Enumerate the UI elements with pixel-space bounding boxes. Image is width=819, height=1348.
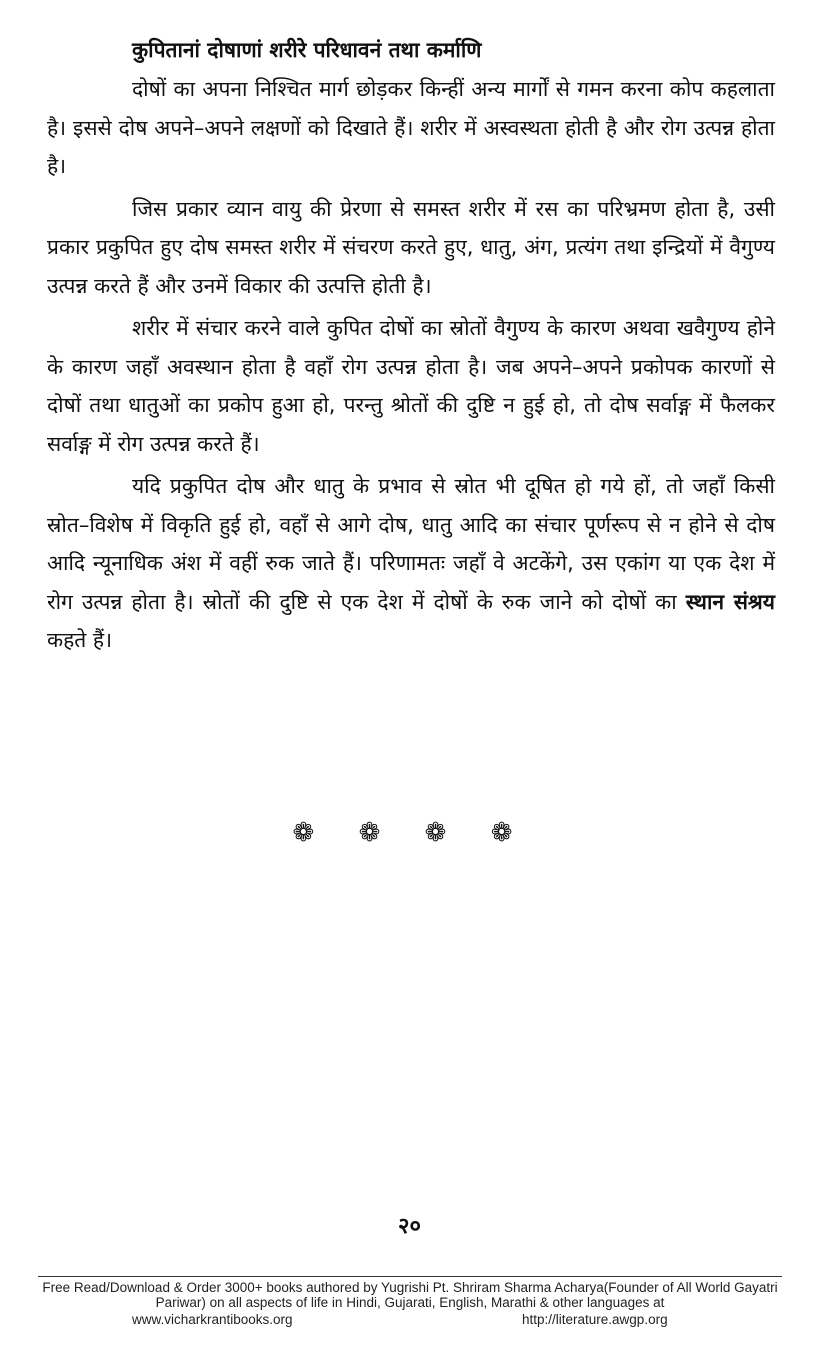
flower-ornament-icon: ❁ xyxy=(424,818,461,848)
ornament-divider xyxy=(0,818,819,848)
paragraph-4 xyxy=(47,467,775,660)
page-number: २० xyxy=(398,1214,421,1239)
flower-ornament-icon: ❁ xyxy=(490,818,527,848)
flower-ornament-icon: ❁ xyxy=(292,818,329,848)
page-content xyxy=(47,30,775,664)
paragraph-3: शरीर में संचार करने वाले कुपित दोषों का स्रोतों वैगुण्य के कारण अथवा खवैगुण्य होने के कारण जहाँ अवस्थान होता है वहाँ रोग उत्पन्न होता है। जब अपने–अपने प्रकोपक कारणों से दोषों तथा धातुओं का प्रकोप हुआ हो, परन्तु श्रोतों की दुष्टि न हुई हो, तो दोष सर्वाङ्ग में फैलकर सर्वाङ्ग में रोग उत्पन्न करते हैं। xyxy=(47,316,775,456)
footer-link-awgp[interactable]: http://literature.awgp.org xyxy=(522,1312,668,1327)
footer-divider xyxy=(38,1276,782,1277)
paragraph-1: दोषों का अपना निश्चित मार्ग छोड़कर किन्हीं अन्य मार्गों से गमन करना कोप कहलाता है। इससे दोष अपने–अपने लक्षणों को दिखाते हैं। शरीर में अस्वस्थता होती है और रोग उत्पन्न होता है। xyxy=(47,77,775,178)
flower-ornament-icon: ❁ xyxy=(358,818,395,848)
footer-link-vicharkranti[interactable]: www.vicharkrantibooks.org xyxy=(132,1312,293,1327)
paragraph-2: जिस प्रकार व्यान वायु की प्रेरणा से समस्त शरीर में रस का परिभ्रमण होता है, उसी प्रकार प्रकुपित हुए दोष समस्त शरीर में संचरण करते हुए, धातु, अंग, प्रत्यंग तथा इन्द्रियों में वैगुण्य उत्पन्न करते हैं और उनमें विकार की उत्पत्ति होती है। xyxy=(47,196,775,298)
footer-text: Free Read/Download & Order 3000+ books authored by Yugrishi Pt. Shriram Sharma Acharya(Founder of All World Gayatri Pariwar) on all aspects of life in Hindi, Gujarati, English, Marathi & other languages at xyxy=(42,1280,778,1310)
paragraph-4-text: यदि प्रकुपित दोष और धातु के प्रभाव से स्रोत भी दूषित हो गये हों, तो जहाँ किसी स्रोत–विशेष में विकृति हुई हो, वहाँ से आगे दोष, धातु आदि का संचार पूर्णरूप से न होने से दोष आदि न्यूनाधिक अंश में वहीं रुक जाते हैं। परिणामतः जहाँ वे अटकेंगे, उस एकांग या एक देश में रोग उत्पन्न होता है। स्रोतों की दुष्टि से एक देश में दोषों के रुक जाने को दोषों का xyxy=(47,474,775,614)
paragraph-4-end: कहते हैं। xyxy=(47,628,113,652)
section-heading: कुपितानां दोषाणां शरीरे परिधावनं तथा कर्माणि xyxy=(132,38,482,62)
bold-term: स्थान संश्रय xyxy=(685,589,775,614)
